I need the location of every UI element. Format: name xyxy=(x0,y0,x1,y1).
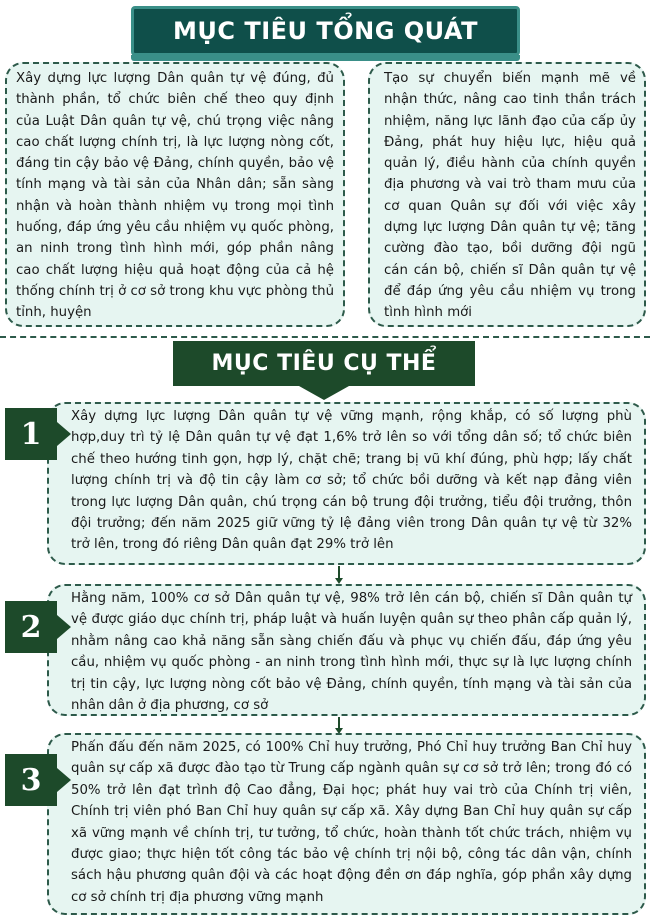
specific-goal-item-3 xyxy=(47,733,646,915)
general-goal-right-text: Tạo sự chuyển biến mạnh mẽ về nhận thức, nâng cao tinh thần trách nhiệm, năng lực lãnh đạo của cấp ủy Đảng, phát huy hiệu lực, hiệu quả quản lý, điều hành của chính quyền địa phương và vai trò tham mưu của cơ quan Quân sự đối với việc xây dựng lực lượng Dân quân tự vệ; tăng cường đào tạo, bồi dưỡng đội ngũ cán cán bộ, chiến sĩ Dân quân tự vệ để đáp ứng yêu cầu nhiệm vụ trong tình hình mới xyxy=(384,71,636,321)
general-goals-title: MỤC TIÊU TỔNG QUÁT xyxy=(172,17,479,45)
general-goal-right-box xyxy=(368,62,646,327)
specific-goals-title: MỤC TIÊU CỤ THỂ xyxy=(211,351,437,376)
specific-goal-text-1: Xây dựng lực lượng Dân quân tự vệ vững mạnh, rộng khắp, có số lượng phù hợp,duy trì tỷ lệ Dân quân tự vệ đạt 1,6% trở lên so với tổng dân số; tổ chức biên chế theo hướng tinh gọn, hợp lý, chặt chẽ; trang bị vũ khí đúng, phù hợp; lấy chất lượng chính trị và độ tin cậy làm cơ sở; tổ chức bồi dưỡng và kết nạp đảng viên trong lực lượng Dân quân, chú trọng cán bộ trung đội trưởng, tiểu đội trưởng, thôn đội trưởng; đến năm 2025 giữ vững tỷ lệ đảng viên trong Dân quân tự vệ từ 32% trở lên, trong đó riêng Dân quân đạt 29% trở lên xyxy=(71,409,632,553)
number-badge-3: 3 xyxy=(5,754,57,806)
connector-arrow-icon xyxy=(338,566,340,578)
number-badge-2: 2 xyxy=(5,601,57,653)
specific-goal-text-3: Phấn đấu đến năm 2025, có 100% Chỉ huy trưởng, Phó Chỉ huy trưởng Ban Chỉ huy quân sự cấp xã được đào tạo từ Trung cấp ngành quân sự cơ sở trở lên; trong đó có 50% trở lên đạt trình độ Cao đẳng, Đại học; phát huy vai trò của Chính trị viên, Chính trị viên phó Ban Chỉ huy quân sự cấp xã. Xây dựng Ban Chỉ huy quân sự cấp xã vững mạnh về chính trị, tư tưởng, tổ chức, hoàn thành tốt chức trách, nhiệm vụ được giao; thực hiện tốt công tác bảo vệ chính trị nội bộ, công tác dân vận, chính sách hậu phương quân đội và các hoạt động đền ơn đáp nghĩa, góp phần xây dựng cơ sở chính trị địa phương vững mạnh xyxy=(71,740,632,905)
specific-goal-item-1 xyxy=(47,402,646,565)
section-divider xyxy=(0,336,650,338)
number-badge-1: 1 xyxy=(5,408,57,460)
banner-arrow-icon xyxy=(299,386,349,400)
connector-arrow-icon xyxy=(338,717,340,728)
general-goals-title-banner xyxy=(131,6,520,56)
title-underline xyxy=(131,55,520,61)
specific-goals-title-banner xyxy=(173,341,475,386)
specific-goal-text-2: Hằng năm, 100% cơ sở Dân quân tự vệ, 98% trở lên cán bộ, chiến sĩ Dân quân tự vệ được giáo dục chính trị, pháp luật và huấn luyện quân sự theo phân cấp quản lý, nhằm nâng cao khả năng sẵn sàng chiến đấu và phục vụ chiến đấu, đáp ứng yêu cầu, nhiệm vụ quốc phòng - an ninh trong tình hình mới, thực sự là lực lượng chính trị tin cậy, lực lượng nòng cốt bảo vệ Đảng, chính quyền, tính mạng và tài sản của nhân dân ở địa phương, cơ sở xyxy=(71,591,632,714)
specific-goal-item-2 xyxy=(47,584,646,716)
general-goal-left-text: Xây dựng lực lượng Dân quân tự vệ đúng, đủ thành phần, tổ chức biên chế theo quy định của Luật Dân quân tự vệ, chú trọng việc nâng cao chất lượng chính trị, là lực lượng nòng cốt, đáng tin cậy bảo vệ Đảng, chính quyền, bảo vệ tính mạng và tài sản của Nhân dân; sẵn sàng nhận và hoàn thành nhiệm vụ trong mọi tình huống, đáp ứng yêu cầu nhiệm vụ quốc phòng, an ninh trong tình hình mới, góp phần nâng cao chất lượng hiệu quả hoạt động của cả hệ thống chính trị ở cơ sở trong khu vực phòng thủ tỉnh, huyện xyxy=(16,71,334,321)
general-goal-left-box xyxy=(5,62,345,327)
